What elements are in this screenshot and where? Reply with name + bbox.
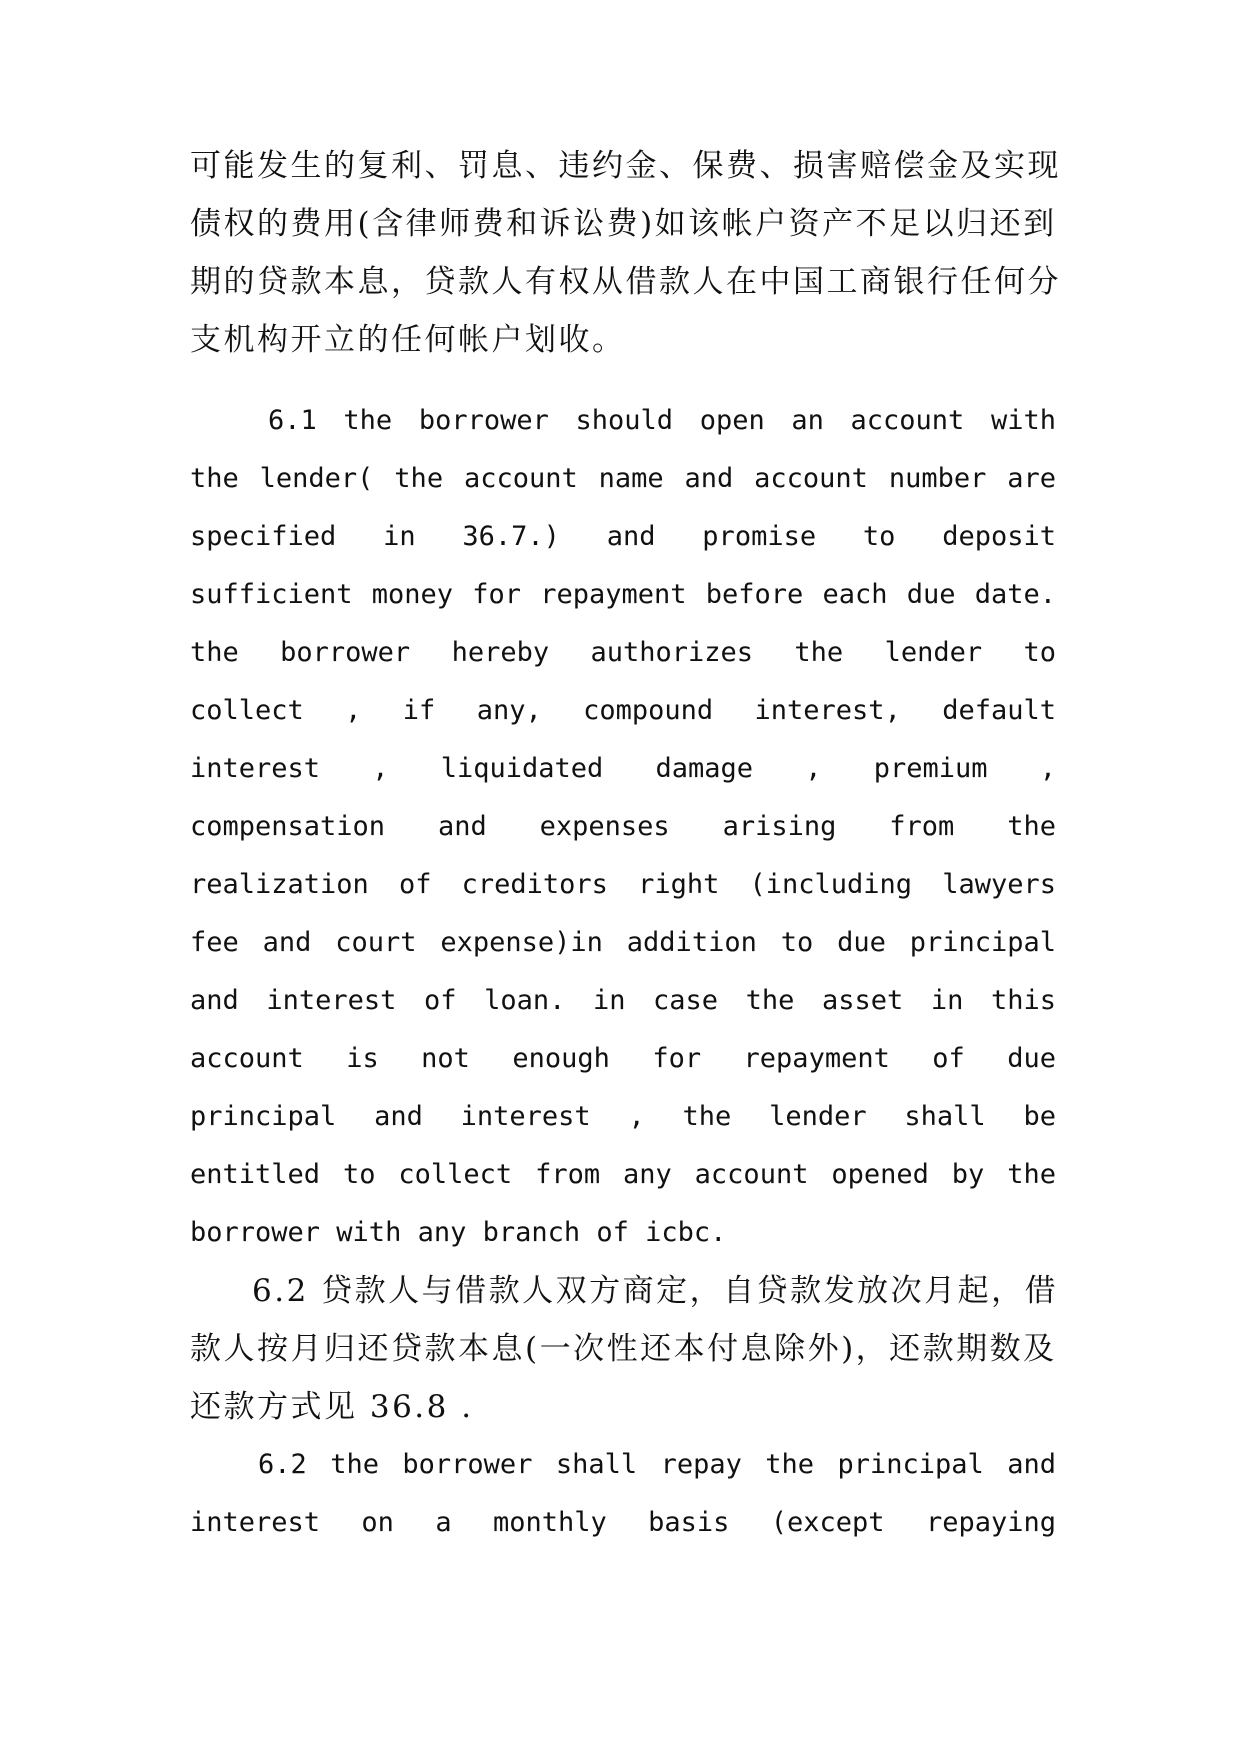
text-line: 款人按月归还贷款本息(一次性还本付息除外)，还款期数及 [190, 1331, 1057, 1367]
text-line: 6.2 贷款人与借款人双方商定，自贷款发放次月起，借 [252, 1273, 1059, 1309]
text-line: 6.2 the borrower shall repay the principal and [258, 1449, 1056, 1480]
text-line: interest , liquidated damage , premium , [190, 753, 1056, 784]
text-line: principal and interest , the lender shall be [190, 1101, 1056, 1132]
text-line: 期的贷款本息，贷款人有权从借款人在中国工商银行任何分 [190, 264, 1061, 300]
paragraph-zh-clause-6-2 [190, 1262, 1059, 1436]
text-line: and interest of loan. in case the asset in this [190, 985, 1056, 1016]
text-line: borrower with any branch of icbc. [190, 1217, 727, 1248]
text-line: specified in 36.7.) and promise to deposit [190, 521, 1056, 552]
text-line: sufficient money for repayment before each due date. [190, 579, 1056, 610]
text-line: compensation and expenses arising from the [190, 811, 1056, 842]
text-line: fee and court expense)in addition to due principal [190, 927, 1056, 958]
text-line: entitled to collect from any account opened by the [190, 1159, 1056, 1190]
text-line: interest on a monthly basis (except repaying [190, 1507, 1056, 1538]
text-line: 支机构开立的任何帐户划收。 [190, 322, 626, 358]
text-line: realization of creditors right (including lawyers [190, 869, 1056, 900]
text-line: the borrower hereby authorizes the lender to [190, 637, 1056, 668]
text-line: account is not enough for repayment of due [190, 1043, 1056, 1074]
text-line: 还款方式见 36.8 . [190, 1389, 474, 1425]
paragraph-zh-repayment-collection [190, 137, 1061, 369]
paragraph-en-clause-6-2 [190, 1436, 1056, 1552]
text-line: the lender( the account name and account number are [190, 463, 1056, 494]
paragraph-en-clause-6-1 [190, 392, 1056, 1262]
text-line: 可能发生的复利、罚息、违约金、保费、损害赔偿金及实现 [190, 148, 1061, 184]
text-line: 债权的费用(含律师费和诉讼费)如该帐户资产不足以归还到 [190, 206, 1057, 242]
text-line: collect , if any, compound interest, default [190, 695, 1056, 726]
text-line: 6.1 the borrower should open an account with [268, 405, 1056, 436]
